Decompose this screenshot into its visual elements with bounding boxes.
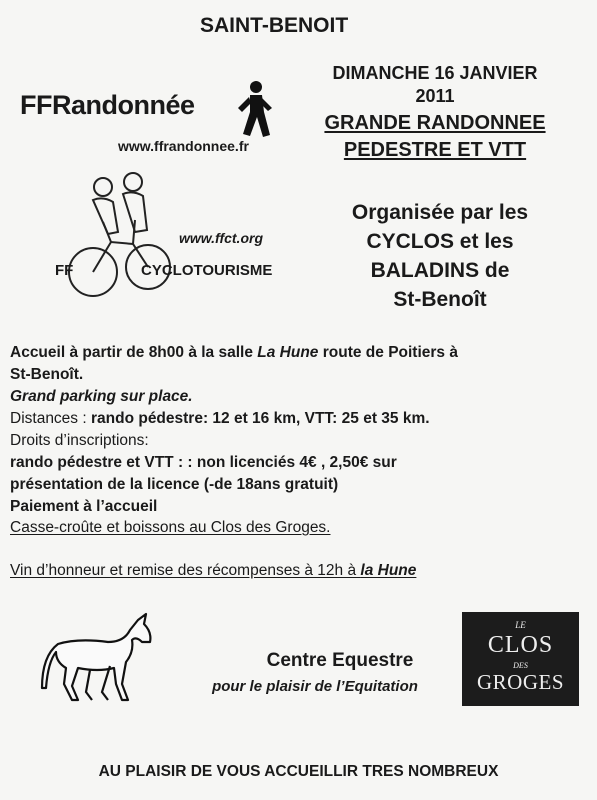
centre-equestre-title: Centre Equestre xyxy=(266,650,414,671)
accueil-route: route de Poitiers à xyxy=(318,344,458,361)
ffrandonnee-wordmark: FFRandonnée xyxy=(20,90,195,120)
droits-line: Droits d’inscriptions: xyxy=(10,432,149,449)
ffrandonnee-logo xyxy=(20,80,280,160)
hiker-icon xyxy=(230,80,276,140)
horse-icon xyxy=(38,612,156,704)
distances-label: Distances : xyxy=(10,410,91,427)
closing-message: AU PLAISIR DE VOUS ACCUEILLIR TRES NOMBREUX xyxy=(98,763,499,780)
vin-honneur-line xyxy=(10,562,416,580)
ffct-logo xyxy=(55,172,273,307)
organisers-line3: BALADINS de xyxy=(370,259,510,282)
vin-honneur-text: Vin d’honneur et remise des récompenses à 12h à xyxy=(10,562,361,579)
organisers-line1: Organisée par les xyxy=(351,201,529,224)
accueil-venue: La Hune xyxy=(257,344,319,361)
event-title xyxy=(290,110,580,164)
clos-des-groges-logo xyxy=(462,612,579,706)
ffct-url: www.ffct.org xyxy=(179,230,263,246)
clos-line2: GROGES xyxy=(476,670,564,694)
event-title-line2: PEDESTRE ET VTT xyxy=(343,139,527,161)
casse-croute-line: Casse-croûte et boissons au Clos des Groges. xyxy=(10,519,331,536)
event-date xyxy=(290,62,580,108)
ffct-name: CYCLOTOURISME xyxy=(141,262,273,279)
centre-equestre-tagline: pour le plaisir de l’Equitation xyxy=(212,678,418,695)
event-date-line2: 2011 xyxy=(415,86,455,106)
organisers-line2: CYCLOS et les xyxy=(366,230,514,253)
vin-honneur-venue: la Hune xyxy=(360,562,417,579)
distances-line xyxy=(10,410,430,428)
accueil-line xyxy=(10,344,458,362)
clos-le: LE xyxy=(515,620,526,630)
ffct-ff: FF xyxy=(55,262,74,279)
clos-des: DES xyxy=(513,661,528,670)
accueil-text: Accueil à partir de 8h00 à la salle xyxy=(10,344,258,361)
distances-value: rando pédestre: 12 et 16 km, VTT: 25 et 35 km. xyxy=(90,410,430,427)
tarif-line1: rando pédestre et VTT : : non licenciés 4€ , 2,50€ sur xyxy=(10,454,397,471)
event-title-line1: GRANDE RANDONNEE xyxy=(324,112,546,134)
accueil-town: St-Benoît. xyxy=(10,366,84,383)
location-title: SAINT-BENOIT xyxy=(200,14,349,37)
organisers-line4: St-Benoît xyxy=(393,288,487,311)
ffrandonnee-url: www.ffrandonnee.fr xyxy=(118,138,249,154)
parking-line: Grand parking sur place. xyxy=(10,388,193,405)
tarif-line2: présentation de la licence (-de 18ans gratuit) xyxy=(10,476,339,493)
clos-line1: CLOS xyxy=(487,632,554,658)
organisers xyxy=(290,198,590,314)
cyclists-icon xyxy=(63,172,173,302)
event-date-line1: DIMANCHE 16 JANVIER xyxy=(332,63,538,83)
paiement-line: Paiement à l’accueil xyxy=(10,498,158,515)
